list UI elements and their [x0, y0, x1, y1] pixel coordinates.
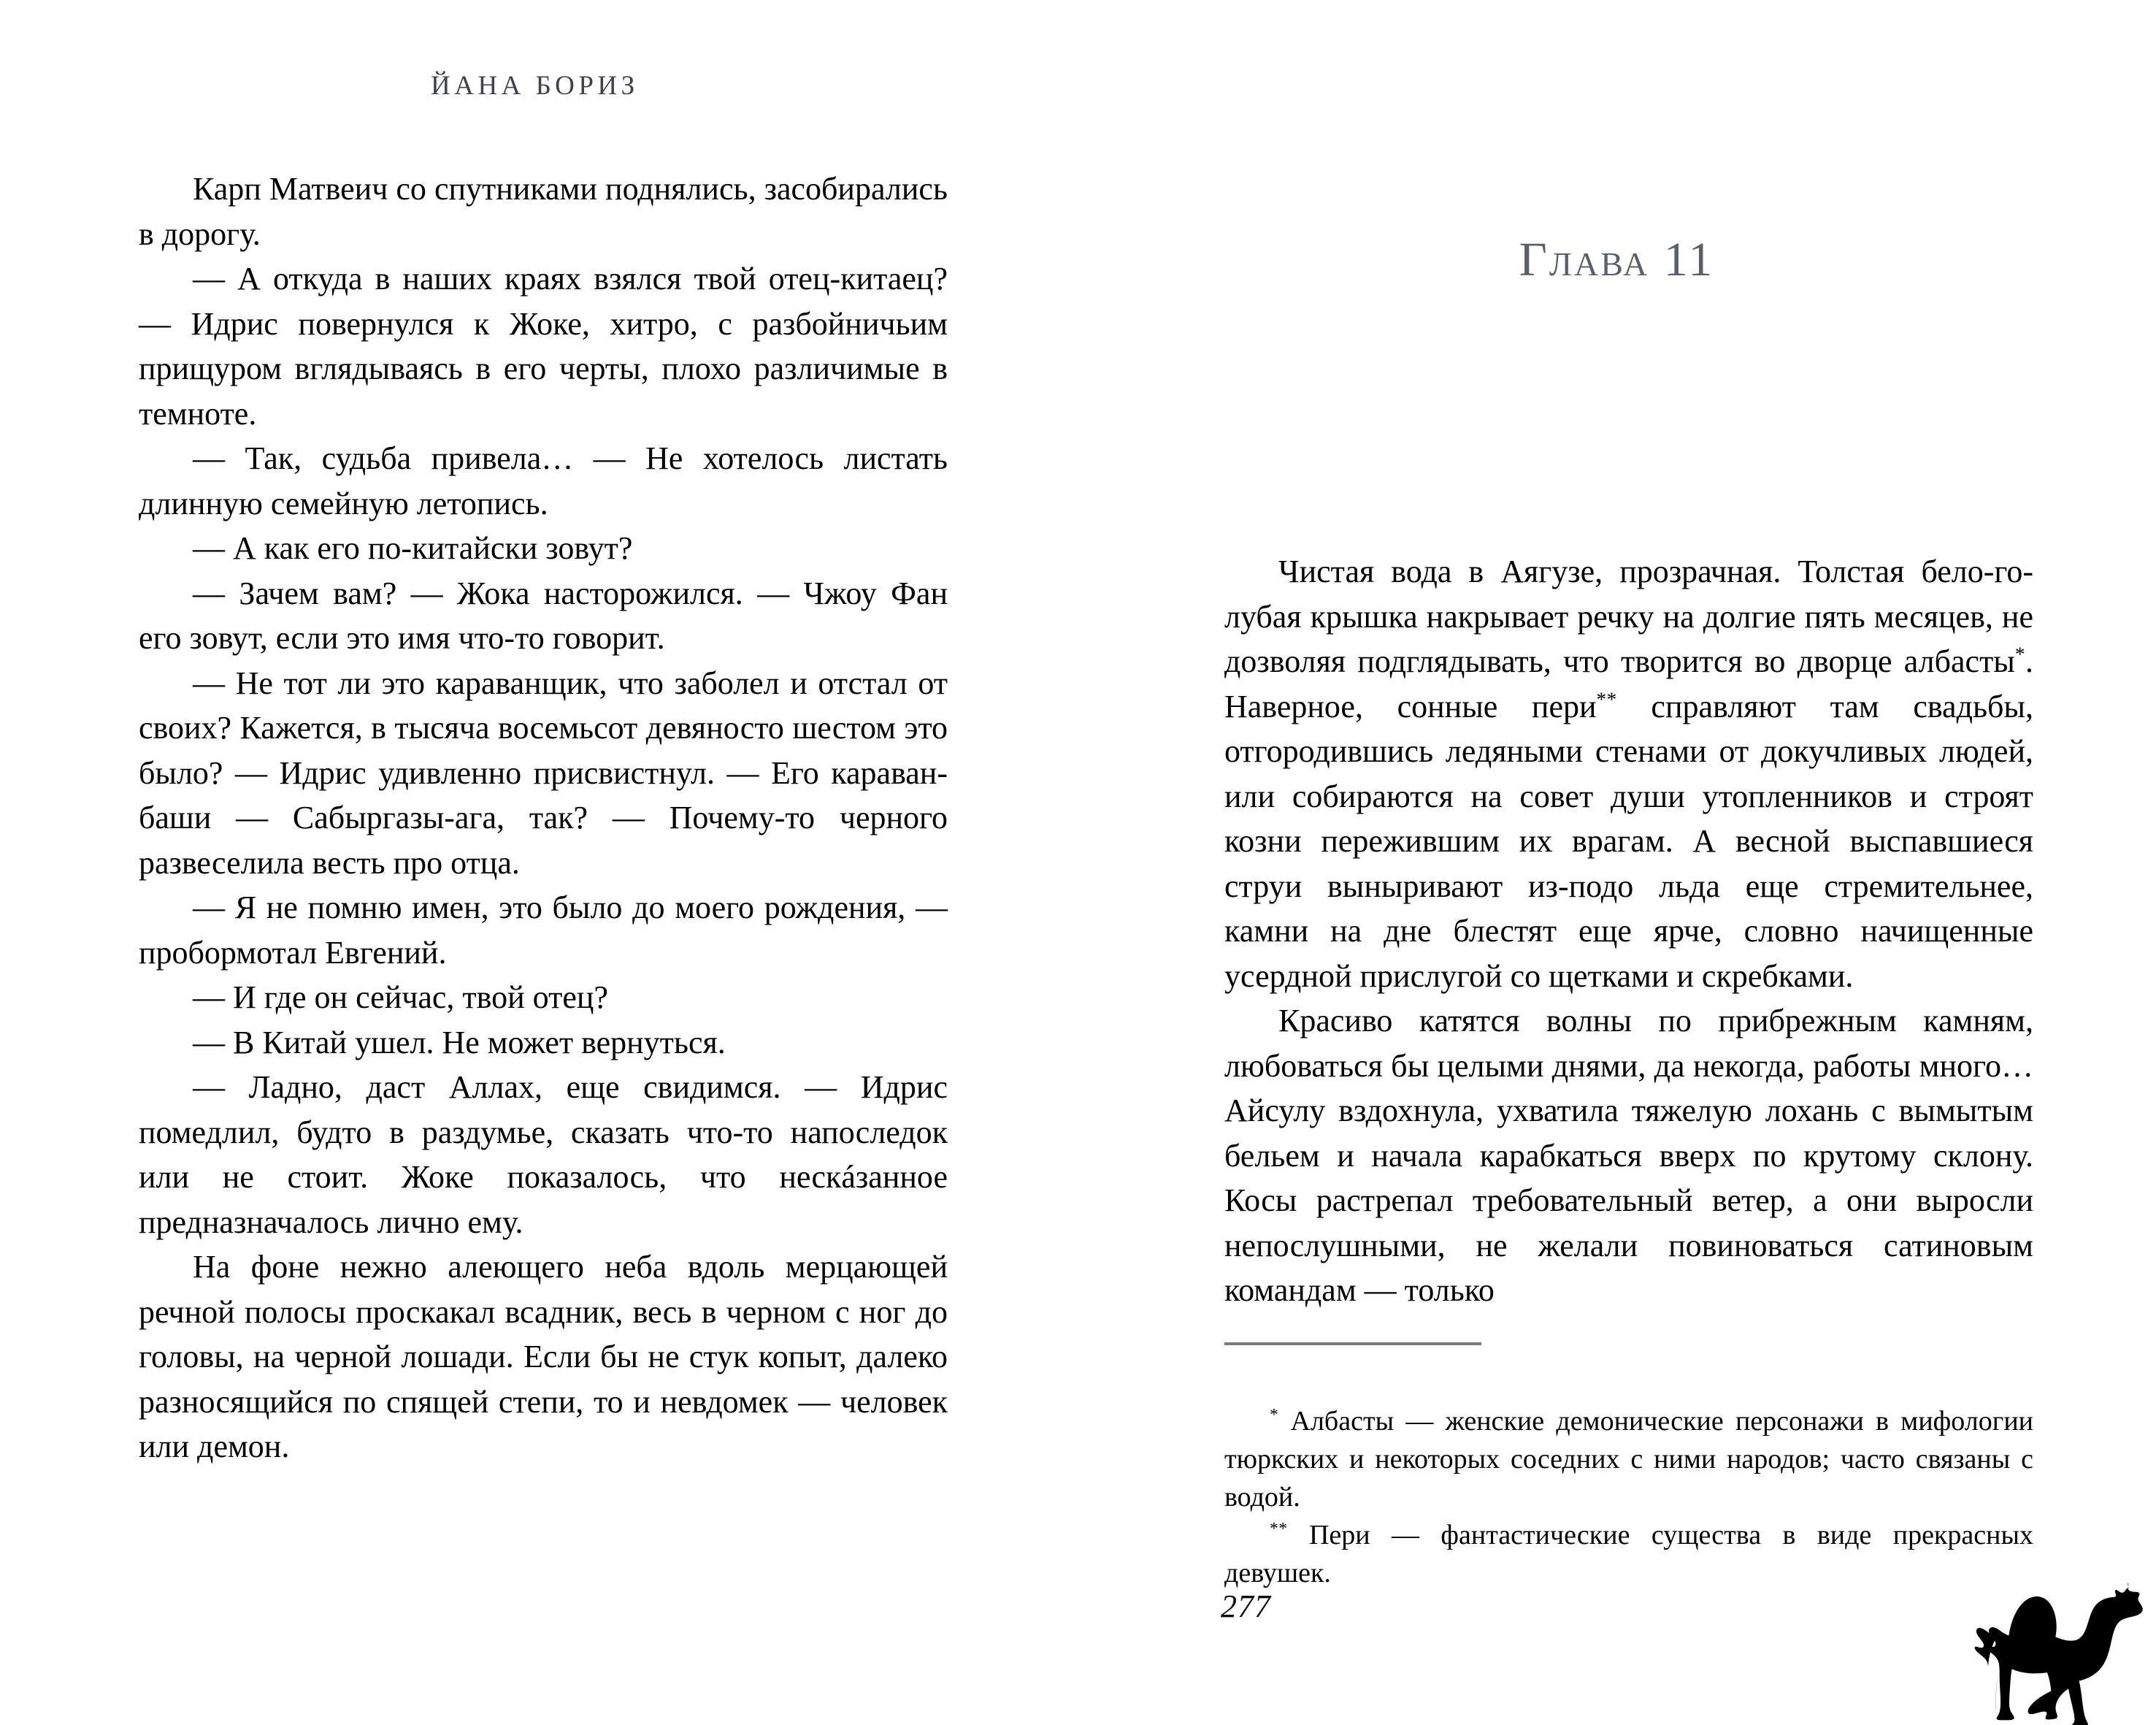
paragraph: — А как его по-китайски зовут?	[193, 530, 633, 566]
footnote-text: Албасты — женские демонические персонажи в мифологии тюркских и некоторых соседних с ними народов; часто связаны с водой.	[1224, 1406, 2033, 1512]
paragraph-part: . Наверное, сонные пери	[1224, 643, 2033, 724]
paragraph: Карп Матвеич со спутниками поднялись, засобирались в дорогу.	[139, 171, 948, 252]
paragraph: — Ладно, даст Аллах, еще свидимся. — Идрис помедлил, будто в раздумье, сказать что-то напоследок или не стоит. Жоке показалось, что нескáзанное предназначалось лично ему.	[139, 1069, 948, 1240]
recto-page	[1078, 0, 2156, 1725]
paragraph: — Зачем вам? — Жока насторожился. — Чжоу Фан его зовут, если это имя что-то говорит.	[139, 575, 948, 656]
footnote-marker-1[interactable]: *	[2014, 643, 2025, 665]
paragraph: — В Китай ушел. Не может вернуться.	[193, 1024, 726, 1060]
paragraph: Красиво катятся волны по прибрежным камням, любоваться бы целыми днями, да некогда, работы много… Айсулу вздохнула, ухватила тяжелую лохань с вымытым бельем и начала карабкаться вверх по крутому склону. Косы растрепал требовательный ветер, а они выросли непослушными, не желали повиноваться сатиновым командам — только	[1224, 1003, 2033, 1308]
paragraph: — И где он сейчас, твой отец?	[193, 979, 608, 1015]
paragraph-part: справляют там свадьбы, отгородившись ледяными стенами от докучливых людей, или собираются на совет души утопленников и строят козни пережившим их врагам. А весной выспавшиеся струи выныривают из-подо льда еще стремительнее, камни на дне блестят еще ярче, словно начищенные усердной прислугой со щетками и скребками.	[1224, 688, 2033, 994]
chapter-title	[1078, 232, 2156, 288]
footnote-separator-rule	[1224, 1342, 1481, 1345]
paragraph	[1224, 549, 2033, 998]
footnote-marker: *	[1270, 1405, 1279, 1425]
footnote-marker: **	[1270, 1519, 1288, 1539]
footnote-text: Пери — фантастические существа в виде прекрасных девушек.	[1224, 1520, 2033, 1588]
footnote-marker-2[interactable]: **	[1596, 687, 1617, 710]
paragraph: — Не тот ли это караванщик, что заболел и отстал от своих? Кажется, в тысяча восемьсот девяносто шестом это было? — Идрис удивленно присвистнул. — Его караван-баши — Сабыргазы-ага, так? — Почему-то черного развеселила весть про отца.	[139, 665, 948, 881]
footnote-item	[1224, 1402, 2033, 1516]
paragraph: — Так, судьба привела… — Не хотелось листать длинную семейную летопись.	[139, 440, 948, 521]
footnote-block	[1224, 1402, 2033, 1592]
paragraph-part: Чистая вода в Аягузе, прозрачная. Толстая бело-голубая крышка накрывает речку на долгие пять месяцев, не дозволяя подглядывать, что творится во дворце албасты	[1224, 554, 2033, 679]
paragraph: На фоне нежно алеющего неба вдоль мерцающей речной полосы проскакал всадник, весь в черном с ног до головы, на черной лошади. Если бы не стук копыт, далеко разносящийся по спящей степи, то и невдомек — человек или демон.	[139, 1249, 948, 1464]
running-head-author: ЙАНА БОРИЗ	[431, 71, 639, 101]
verso-body-column	[139, 167, 948, 1469]
footnote-item	[1224, 1516, 2033, 1592]
chapter-title-text: Глава 11	[1519, 233, 1715, 286]
camel-icon	[1965, 1569, 2156, 1725]
page-number: 277	[1221, 1588, 1271, 1624]
recto-body-column	[1224, 549, 2033, 1313]
paragraph: — Я не помню имен, это было до моего рождения, — пробормотал Евгений.	[139, 890, 948, 971]
paragraph: — А откуда в наших краях взялся твой отец-китаец? — Идрис повернулся к Жоке, хитро, с разбойничьим прищуром вглядываясь в его черты, плохо различимые в темноте.	[139, 261, 948, 432]
